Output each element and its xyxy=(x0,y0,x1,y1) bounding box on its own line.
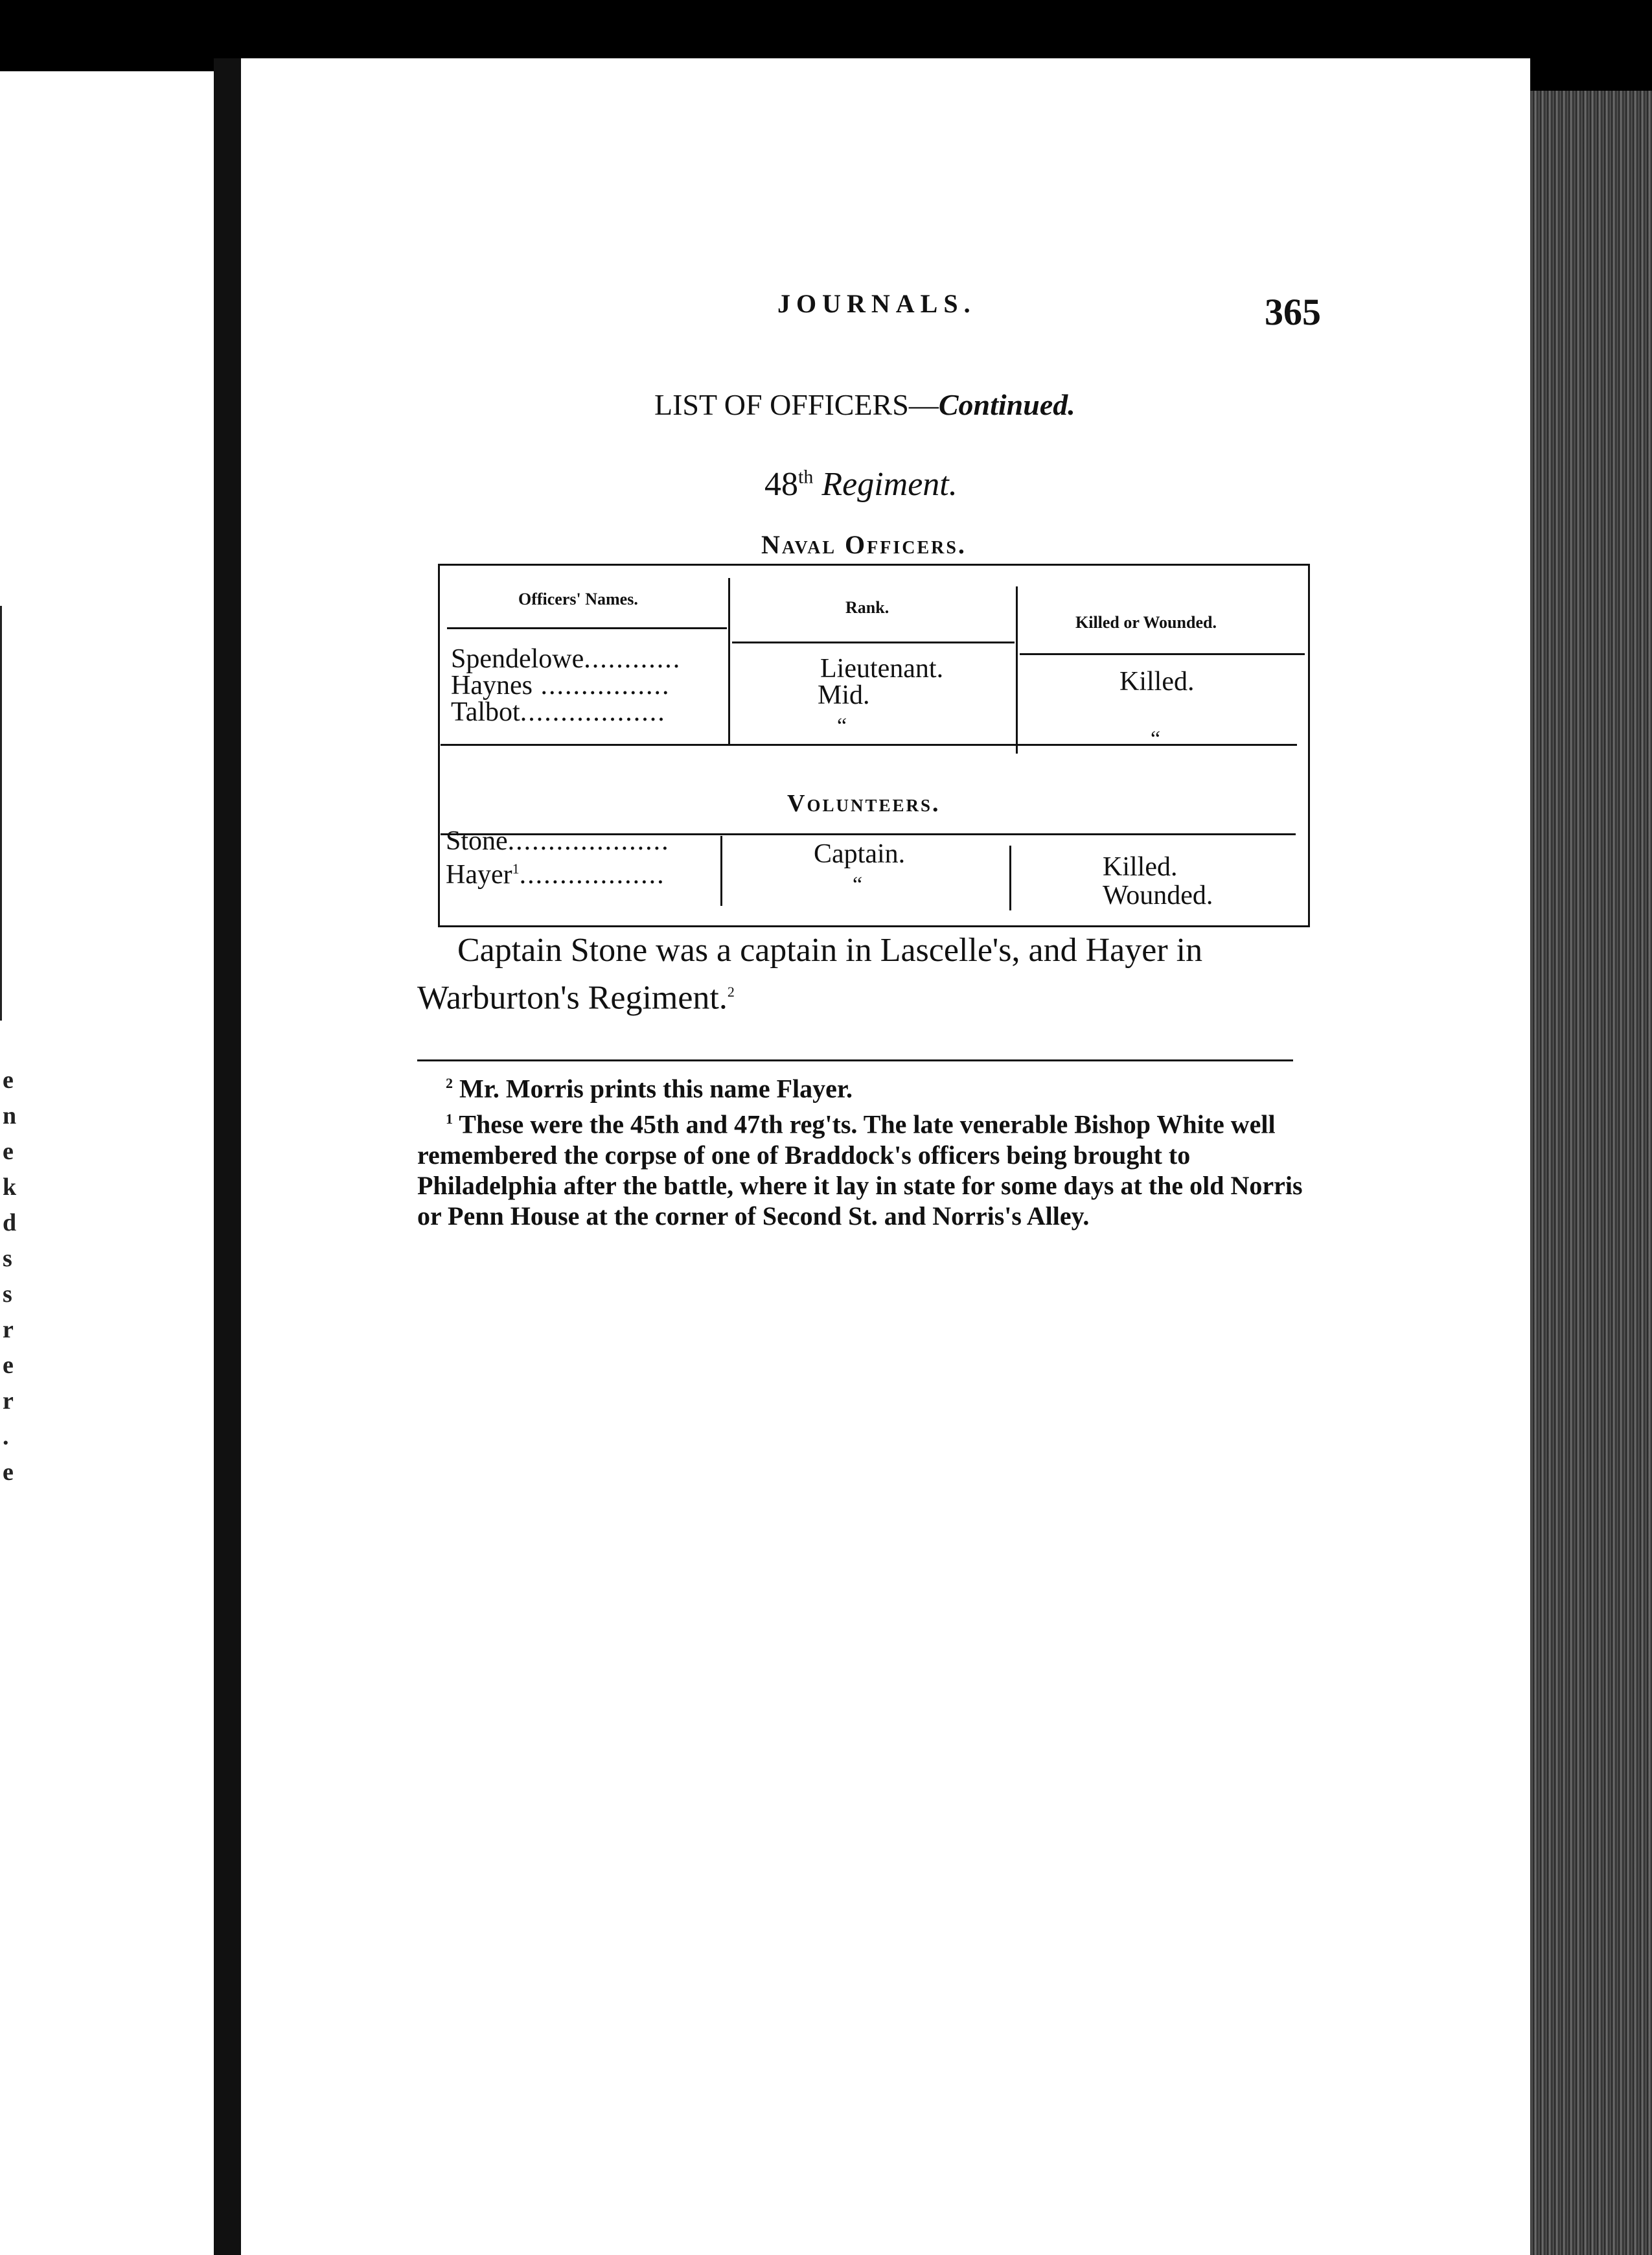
officer-name: Haynes xyxy=(451,671,533,700)
table-header-rule xyxy=(1020,653,1305,655)
table-row-name xyxy=(446,828,670,855)
list-title-continued: Continued. xyxy=(938,388,1075,421)
footnote-text: Mr. Morris prints this name Flayer. xyxy=(453,1074,853,1104)
table-column-divider xyxy=(1009,846,1011,910)
leader-dots: .................. xyxy=(519,860,665,890)
list-title-main: LIST OF OFFICERS— xyxy=(654,388,939,421)
volunteer-status: Wounded. xyxy=(1103,881,1213,910)
column-header-names: Officers' Names. xyxy=(518,590,638,608)
table-row-name xyxy=(451,699,666,726)
facing-page-fragment: d xyxy=(3,1209,17,1236)
table-row-name xyxy=(446,855,665,888)
naval-officers-heading: Naval Officers. xyxy=(761,530,967,559)
facing-page-fragment: r xyxy=(3,1387,14,1415)
book-gutter xyxy=(214,58,241,2255)
column-header-status: Killed or Wounded. xyxy=(1075,613,1217,632)
regiment-suffix: th xyxy=(798,466,814,488)
regiment-title xyxy=(764,465,958,503)
column-header-rank: Rank. xyxy=(845,598,889,617)
page-edges xyxy=(1530,91,1652,2255)
footnote-ref: 1 xyxy=(512,861,520,877)
facing-page-fragment: e xyxy=(3,1459,14,1486)
footnotes xyxy=(417,1068,1305,1231)
footnote-text: These were the 45th and 47th reg'ts. The late venerable Bishop White well remembered the corpse of one of Braddock's officers being brought to Philadelphia after the battle, where it lay in state for some days at the old Norris or Penn House at the corner of Second St. and Norris's Alley. xyxy=(417,1109,1303,1231)
facing-page-fragment: e xyxy=(3,1138,14,1165)
list-title xyxy=(654,387,1075,422)
facing-page-fragment: e xyxy=(3,1067,14,1094)
facing-page-fragment: . xyxy=(3,1423,9,1450)
leader-dots: ................ xyxy=(532,671,671,700)
body-text: Captain Stone was a captain in Lascelle's, and Hayer in Warburton's Regiment. xyxy=(417,932,1203,1017)
officer-rank: Mid. xyxy=(818,680,870,710)
footnote xyxy=(417,1104,1305,1231)
facing-page-fragment: r xyxy=(3,1316,14,1343)
facing-page-fragment: s xyxy=(3,1245,12,1272)
officer-name: Spendelowe xyxy=(451,644,584,674)
regiment-word: Regiment. xyxy=(821,466,958,503)
volunteer-name: Stone xyxy=(446,826,508,856)
footnote-rule xyxy=(417,1059,1293,1061)
footnote xyxy=(417,1068,1305,1104)
regiment-number: 48 xyxy=(764,466,798,503)
leader-dots: ............ xyxy=(584,644,682,674)
volunteers-heading: Volunteers. xyxy=(787,790,941,817)
table-row-name xyxy=(451,673,670,699)
officer-rank: “ xyxy=(837,714,847,738)
volunteer-rank: “ xyxy=(853,873,863,897)
table-header-rule xyxy=(732,642,1015,643)
footnote-mark: 2 xyxy=(446,1075,453,1091)
officer-status: “ xyxy=(1151,727,1161,751)
table-column-divider xyxy=(728,578,730,745)
leader-dots: .................. xyxy=(520,697,666,727)
officer-status: Killed. xyxy=(1119,667,1195,697)
table-column-divider xyxy=(1016,586,1018,754)
volunteer-status: Killed. xyxy=(1103,852,1178,882)
table-header-rule xyxy=(447,627,727,629)
running-head: JOURNALS. xyxy=(777,289,976,318)
facing-page-rule xyxy=(0,606,2,1021)
facing-page-fragment: n xyxy=(3,1102,17,1129)
facing-page-fragment: e xyxy=(3,1352,14,1379)
volunteer-name: Hayer xyxy=(446,860,512,890)
facing-page-fragment: s xyxy=(3,1280,12,1308)
leader-dots: .................... xyxy=(507,826,670,856)
footnote-ref: 2 xyxy=(727,984,735,1000)
table-column-divider xyxy=(720,836,722,906)
page-number: 365 xyxy=(1265,291,1321,333)
table-section-rule xyxy=(441,744,1297,746)
facing-page-fragment: k xyxy=(3,1174,17,1201)
footnote-mark: 1 xyxy=(446,1111,453,1128)
facing-page xyxy=(0,71,214,2255)
body-paragraph xyxy=(417,930,1311,1019)
officer-name: Talbot xyxy=(451,697,520,727)
officer-rank: Lieutenant. xyxy=(820,654,944,684)
volunteer-rank: Captain. xyxy=(814,839,906,869)
table-row-name xyxy=(451,646,681,673)
